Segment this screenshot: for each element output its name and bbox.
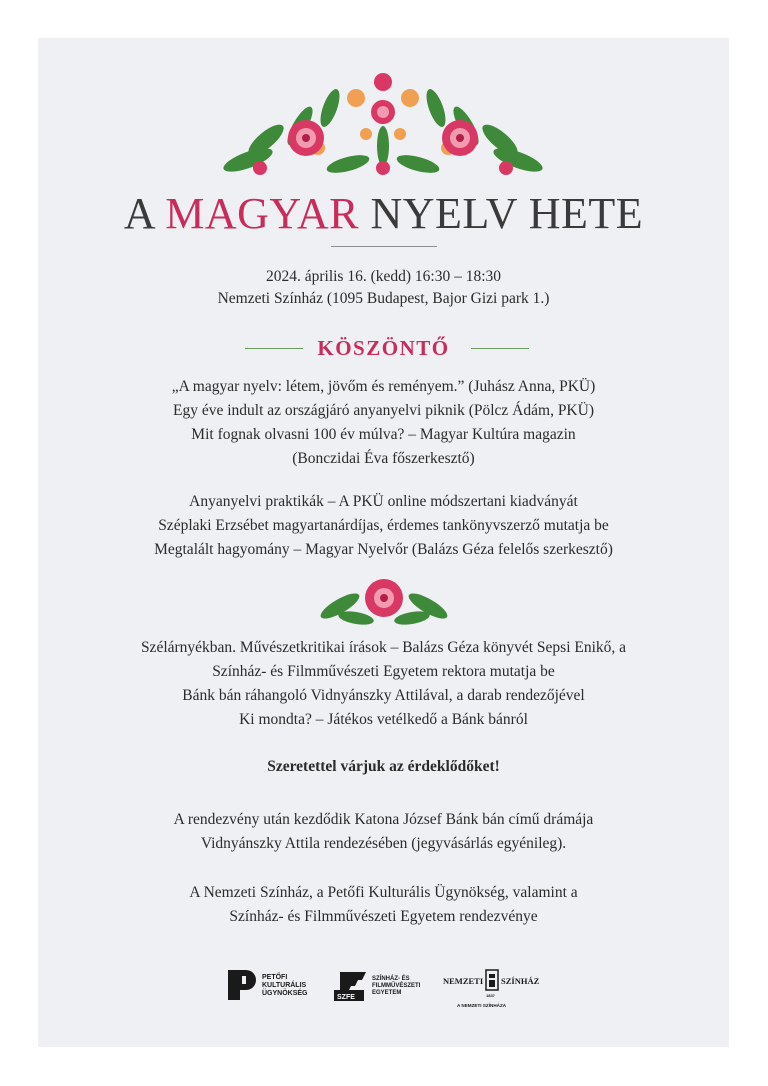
program-line: Mit fognak olvasni 100 év múlva? – Magyar Kultúra magazin bbox=[191, 426, 576, 443]
organizers-line: Színház- és Filmművészeti Egyetem rendezvénye bbox=[229, 908, 538, 925]
program-block-1 bbox=[38, 375, 729, 471]
title-word-a: A bbox=[123, 189, 166, 238]
program-line: Színház- és Filmművészeti Egyetem rektora mutatja be bbox=[212, 663, 555, 680]
title-word-magyar: MAGYAR bbox=[165, 189, 359, 238]
program-line: Széplaki Erzsébet magyartanárdíjas, érdemes tankönyvszerző mutatja be bbox=[158, 517, 609, 534]
event-details bbox=[38, 266, 729, 310]
floral-ornament-top-icon bbox=[218, 68, 548, 183]
program-line: Anyanyelvi praktikák – A PKÜ online módszertani kiadványát bbox=[189, 493, 578, 510]
szfe-logo-mark: SZFE bbox=[337, 994, 355, 1001]
program-line: Szélárnyékban. Művészetkritikai írások – Balázs Géza könyvét Sepsi Enikő, a bbox=[140, 639, 627, 656]
event-date: 2024. április 16. (kedd) 16:30 – 18:30 bbox=[265, 268, 502, 285]
nemzeti-logo-sub: A NEMZETI SZÍNHÁZA bbox=[457, 1003, 507, 1008]
program-line: „A magyar nyelv: létem, jövőm és reményem.” (Juhász Anna, PKÜ) bbox=[171, 378, 596, 395]
title-divider bbox=[331, 246, 437, 247]
nemzeti-szinhaz-logo bbox=[443, 966, 543, 1010]
program-line: Bánk bán ráhangoló Vidnyánszky Attilával, a darab rendezőjével bbox=[182, 687, 585, 704]
pku-logo-line: PETŐFI bbox=[262, 974, 288, 981]
floral-ornament-middle-icon bbox=[316, 578, 452, 628]
organizers-line: A Nemzeti Színház, a Petőfi Kulturális Ügynökség, valamint a bbox=[189, 884, 578, 901]
note-line: Vidnyánszky Attila rendezésében (jegyvásárlás egyénileg). bbox=[200, 835, 567, 852]
page-title bbox=[38, 188, 729, 239]
szfe-logo bbox=[334, 970, 434, 1002]
szfe-logo-line: FILMMŰVÉSZETI bbox=[372, 983, 421, 989]
section-label: KÖSZÖNTŐ bbox=[317, 336, 450, 360]
program-block-2 bbox=[38, 490, 729, 562]
pku-logo bbox=[228, 968, 318, 1002]
performance-note bbox=[38, 808, 729, 856]
section-heading bbox=[38, 336, 729, 362]
szfe-logo-line: SZÍNHÁZ- ÉS bbox=[372, 976, 410, 982]
program-line: Megtalált hagyomány – Magyar Nyelvőr (Balázs Géza felelős szerkesztő) bbox=[154, 541, 613, 558]
nemzeti-logo-left: NEMZETI bbox=[443, 976, 484, 986]
poster bbox=[38, 38, 729, 1047]
event-venue: Nemzeti Színház (1095 Budapest, Bajor Gizi park 1.) bbox=[217, 290, 550, 307]
program-line: Ki mondta? – Játékos vetélkedő a Bánk bánról bbox=[239, 711, 528, 728]
program-block-3 bbox=[38, 636, 729, 732]
program-line: Egy éve indult az országjáró anyanyelvi piknik (Pölcz Ádám, PKÜ) bbox=[173, 402, 594, 419]
organizers-text bbox=[38, 881, 729, 929]
note-line: A rendezvény után kezdődik Katona József Bánk bán című drámája bbox=[173, 811, 594, 828]
section-line-right bbox=[471, 348, 529, 349]
program-line: (Bonczidai Éva főszerkesztő) bbox=[292, 450, 475, 467]
title-word-rest: NYELV HETE bbox=[358, 189, 644, 238]
szfe-logo-line: EGYETEM bbox=[372, 990, 402, 996]
nemzeti-logo-right: SZÍNHÁZ bbox=[501, 976, 540, 986]
nemzeti-logo-year: 1837 bbox=[486, 993, 495, 998]
pku-logo-line: ÜGYNÖKSÉG bbox=[262, 990, 308, 997]
pku-logo-line: KULTURÁLIS bbox=[262, 982, 307, 989]
invitation-text: Szeretettel várjuk az érdeklődőket! bbox=[267, 758, 500, 775]
